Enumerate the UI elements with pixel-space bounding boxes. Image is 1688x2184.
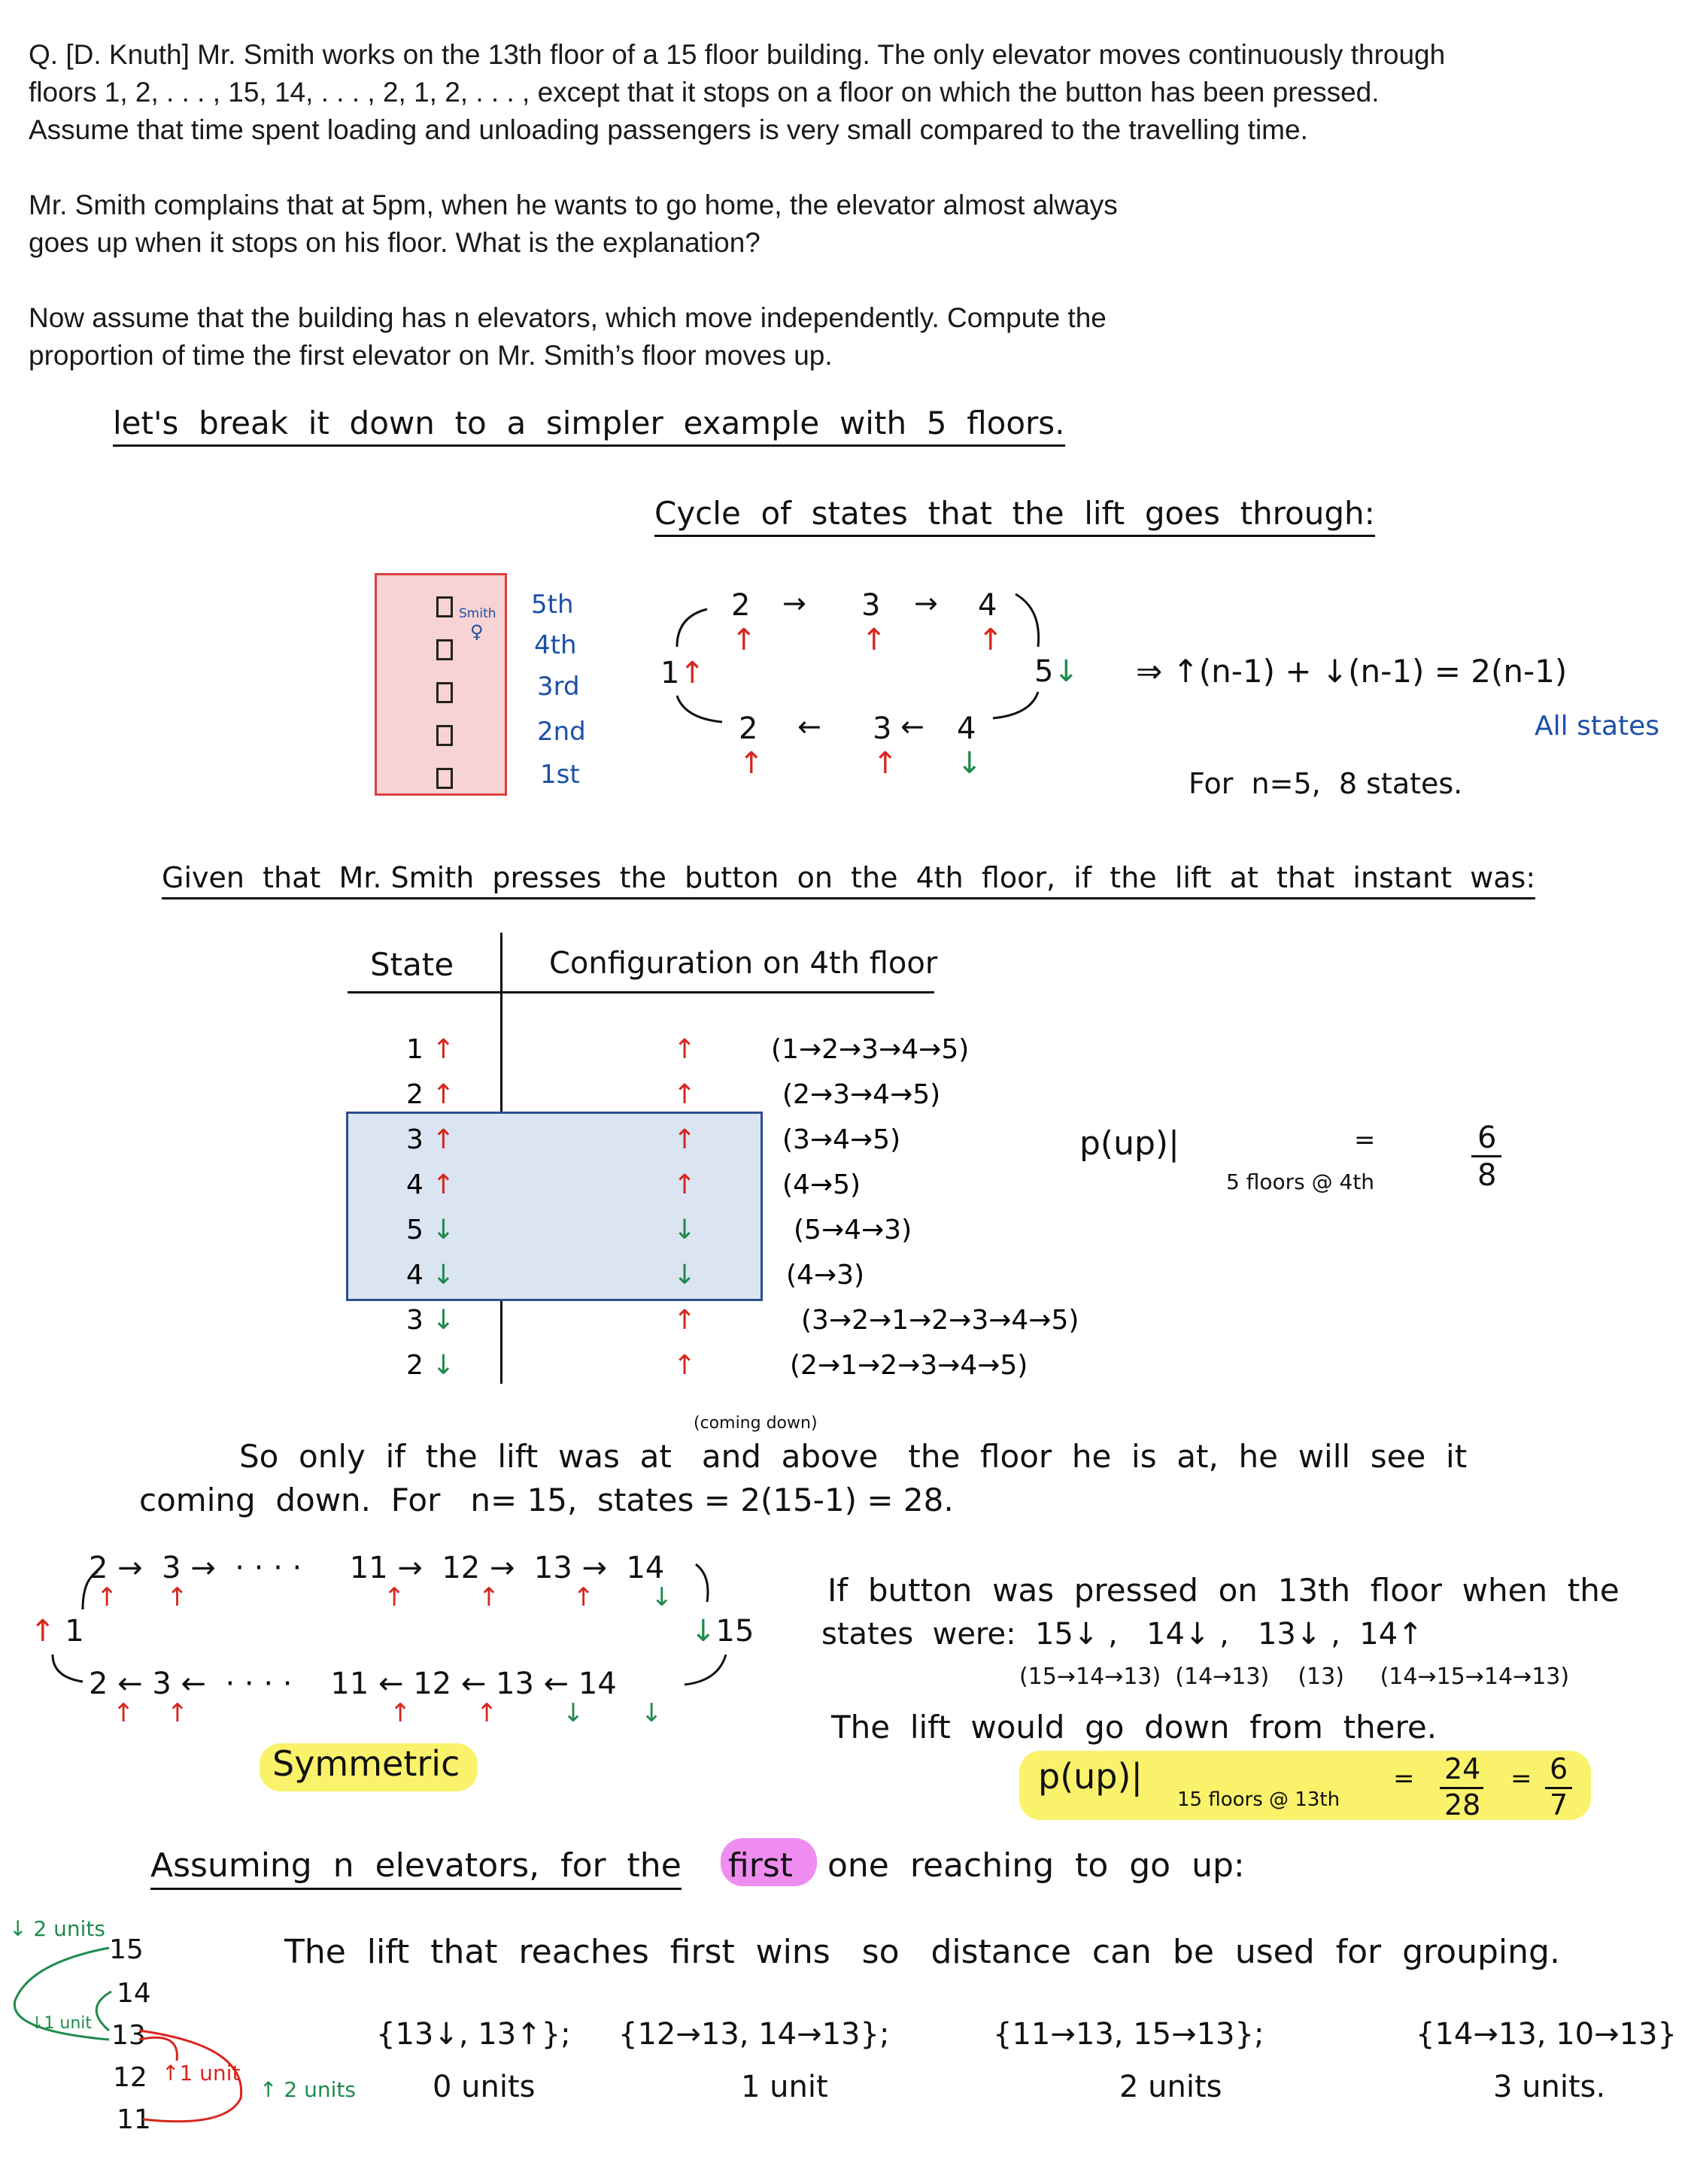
table-row-config: ↑ [673,1169,697,1200]
question-line-6: Now assume that the building has n elevators, which move independently. Compute the [29,302,1107,333]
p-up-5-numerator: 6 [1477,1121,1497,1155]
cycle-curve-up [677,609,707,647]
big-cycle-curve-right-bottom [685,1655,726,1685]
big-cycle-bottom: 2 ← 3 ← · · · · 11 ← 12 ← 13 ← 14 [89,1667,617,1701]
question-line-1: Q. [D. Knuth] Mr. Smith works on the 13th floor of a 15 floor building. The only elevator moves continuously through [29,39,1446,70]
floor-label-3: 3rd [537,672,580,702]
assuming-line: Assuming n elevators, for the [150,1846,682,1890]
table-row-config: ↑ [673,1350,697,1381]
p-up-15-numerator-2: 6 [1550,1752,1568,1785]
assuming-line-end: one reaching to go up: [827,1846,1245,1885]
intro-note: let's break it down to a simpler example with 5 floors. [113,405,1065,447]
table-row-state: 4 ↓ [406,1260,455,1291]
floor-label-2: 2nd [537,717,586,747]
table-row-config: ↑ [673,1305,697,1336]
p-up-5-equals: = [1354,1125,1376,1155]
side-floor-12: 12 [113,2062,147,2093]
big-cycle-curve-right-top [696,1564,708,1602]
table-row-config: ↓ [673,1215,697,1245]
p-up-5-denominator: 8 [1477,1158,1497,1193]
one-unit-down-curve [96,1991,111,2031]
lift-would-line: The lift would go down from there. [831,1709,1438,1746]
cycle-bottom-3: 3 ↑ [873,711,898,781]
given-line: Given that Mr. Smith presses the button on the 4th floor, if the lift at that instant was: [162,861,1535,899]
side-floor-14: 14 [117,1978,151,2009]
table-row-path: (4→3) [786,1260,865,1291]
cycle-node-1: 1↑ [660,656,705,690]
table-row-state: 2 ↑ [406,1079,455,1110]
table-row-config: ↑ [673,1079,697,1110]
cycle-top-2: 2 ↑ [731,588,757,657]
table-row-state: 1 ↑ [406,1034,455,1065]
cycle-title: Cycle of states that the lift goes through: [654,495,1375,537]
p-up-15-label: p(up)| [1038,1756,1143,1797]
question-line-2: floors 1, 2, . . . , 15, 14, . . . , 2, 1, 2, . . . , except that it stops on a floor on which the button has been pressed. [29,77,1380,108]
table-row-path: (4→5) [782,1169,861,1200]
person-icon: ♀ [470,621,484,642]
table-header-state: State [370,946,454,983]
cycle-top-3: 3 ↑ [861,588,887,657]
so-only-line-2: coming down. For n= 15, states = 2(15-1) = 28. [139,1482,954,1518]
one-unit-up-label: ↑1 unit [162,2061,241,2085]
big-cycle-top: 2 → 3 → · · · · 11 → 12 → 13 → 14 [89,1551,665,1585]
big-cycle-left: ↑ 1 [30,1614,84,1649]
cycle-curve-down [1016,594,1039,647]
n5-states-note: For n=5, 8 states. [1189,767,1463,800]
table-header-config: Configuration on 4th floor [549,946,938,981]
table-row-config: ↑ [673,1034,697,1065]
group-0-set: {13↓, 13↑}; [376,2017,571,2052]
table-row-state: 4 ↑ [406,1169,455,1200]
table-row-config: ↓ [673,1260,697,1291]
table-row-path: (3→2→1→2→3→4→5) [801,1305,1079,1336]
cycle-bottom-4: 4 ↓ [957,711,982,781]
table-row-path: (2→3→4→5) [782,1079,941,1110]
p-up-15-denominator: 28 [1444,1788,1481,1822]
question-line-5: goes up when it stops on his floor. What is the explanation? [29,227,761,258]
table-row-state: 3 ↑ [406,1124,455,1155]
group-3-label: 3 units. [1493,2070,1606,2104]
cycle-arrow-3: ← [797,710,821,743]
group-2-label: 2 units [1119,2070,1222,2104]
p-up-15-equals: = [1393,1764,1415,1794]
floor-label-5: 5th [531,590,574,620]
big-cycle-curve-left-top [83,1572,98,1609]
symmetric-label: Symmetric [272,1743,460,1784]
one-unit-down-label: ↓1 unit [30,2014,93,2033]
big-cycle-curve-left-bottom [53,1655,83,1682]
two-units-down-label: ↓ 2 units [9,1916,105,1941]
big-cycle-bottom-arrows-left: ↑ ↑ [113,1698,189,1728]
if-button-paths: (15→14→13) (14→13) (13) (14→15→14→13) [1019,1664,1570,1690]
so-only-line-1: So only if the lift was at and above the floor he is at, he will see it [239,1438,1468,1475]
p-up-15-numerator: 24 [1444,1752,1481,1785]
cycle-curve-back [993,692,1038,718]
first-word: first [728,1846,793,1885]
group-0-label: 0 units [433,2070,536,2104]
one-unit-up-curve [139,2037,177,2061]
two-units-up-curve [139,2031,241,2122]
big-cycle-top-arrows-right: ↑ ↑ ↑ ↓ [384,1582,673,1612]
p-up-5-subscript: 5 floors @ 4th [1226,1169,1375,1194]
table-row-state: 5 ↓ [406,1215,455,1245]
side-floor-15: 15 [109,1934,144,1965]
group-2-set: {11→13, 15→13}; [993,2017,1264,2052]
two-units-curve [14,1948,109,2040]
table-row-path: (5→4→3) [794,1215,912,1245]
table-row-path: (3→4→5) [782,1124,901,1155]
coming-down-note: (coming down) [694,1414,818,1433]
p-up-15-denominator-2: 7 [1550,1788,1568,1822]
group-1-set: {12→13, 14→13}; [618,2017,890,2052]
cycle-arrow-4: ← [900,710,924,743]
big-cycle-right: ↓15 [691,1614,754,1649]
cycle-curve-left [677,696,722,722]
floor-label-1: 1st [540,760,580,790]
big-cycle-top-arrows-left: ↑ ↑ [96,1582,188,1612]
if-button-line-2: states were: 15↓ , 14↓ , 13↓ , 14↑ [821,1617,1423,1652]
group-3-set: {14→13, 10→13} [1416,2017,1677,2052]
if-button-line-1: If button was pressed on 13th floor when the [827,1572,1620,1609]
p-up-15-subscript: 15 floors @ 13th [1177,1788,1340,1811]
table-row-path: (1→2→3→4→5) [771,1034,970,1065]
table-row-path: (2→1→2→3→4→5) [790,1350,1028,1381]
floor-label-4: 4th [534,630,577,660]
cycle-arrow-1: → [782,587,806,620]
p-up-15-equals-2: = [1510,1764,1532,1794]
table-row-state: 3 ↓ [406,1305,455,1336]
side-floor-11: 11 [117,2104,151,2135]
question-line-4: Mr. Smith complains that at 5pm, when he wants to go home, the elevator almost always [29,190,1118,220]
side-floor-13: 13 [111,2020,146,2051]
question-line-7: proportion of time the first elevator on Mr. Smith’s floor moves up. [29,340,833,371]
cycle-node-5: 5↓ [1034,654,1079,689]
big-cycle-bottom-arrows-right: ↑ ↑ ↓ ↓ [390,1698,663,1728]
group-1-label: 1 unit [741,2070,828,2104]
table-row-state: 2 ↓ [406,1350,455,1381]
p-up-5-label: p(up)| [1079,1124,1179,1163]
all-states-label: All states [1535,711,1660,742]
question-line-3: Assume that time spent loading and unloading passengers is very small compared to the travelling time. [29,114,1308,145]
grouping-line: The lift that reaches first wins so distance can be used for grouping. [284,1933,1560,1971]
smith-tag: Smith [459,606,496,621]
table-row-config: ↑ [673,1124,697,1155]
cycle-top-4: 4 ↑ [978,588,1003,657]
cycle-bottom-2: 2 ↑ [739,711,764,781]
states-formula: ⇒ ↑(n-1) + ↓(n-1) = 2(n-1) [1136,653,1568,690]
two-units-up-label: ↑ 2 units [260,2077,356,2102]
cycle-arrow-2: → [914,587,938,620]
